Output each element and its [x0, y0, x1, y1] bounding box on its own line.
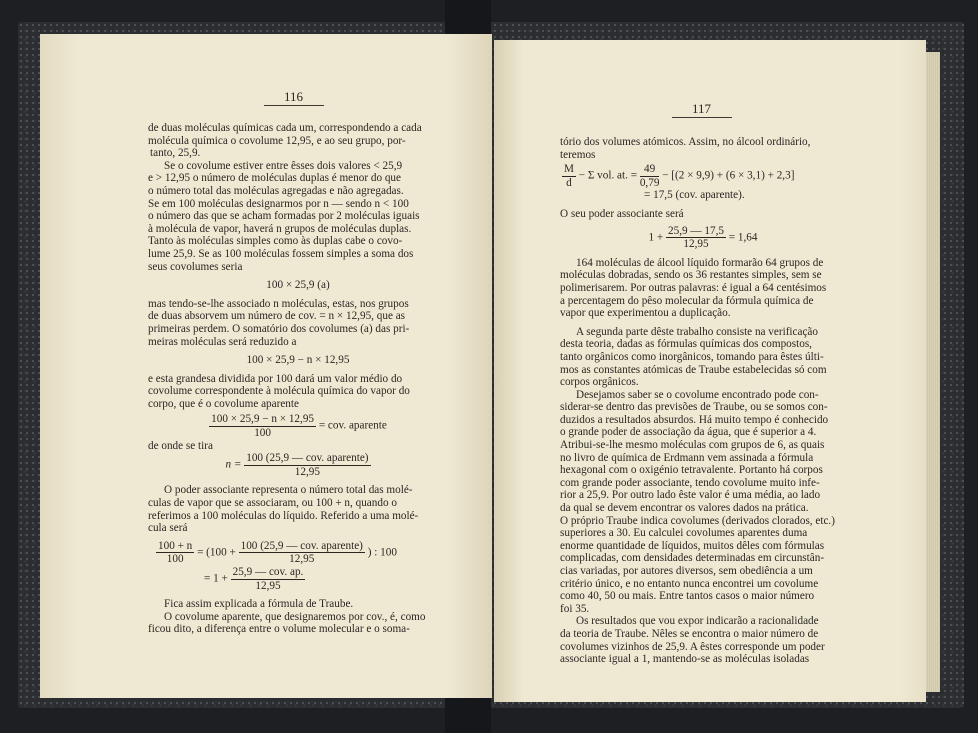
text-line: primeiras perdem. O somatório dos covolumes (a) das pri-: [148, 322, 410, 335]
equation-fraction: [560, 163, 846, 189]
fraction-numerator: 100 (25,9 — cov. aparente): [240, 539, 363, 552]
text-line: 164 moléculas de álcool líquido formarão 64 grupos de: [576, 256, 824, 269]
fraction-denominator: 12,95: [294, 465, 320, 478]
equation: 100 × 25,9 − n × 12,95: [246, 354, 350, 367]
text-line: cula será: [148, 522, 188, 535]
fraction-denominator: 12,95: [683, 238, 709, 251]
text-line: seus covolumes seria: [148, 260, 243, 273]
page-edges: [926, 52, 940, 692]
text-line: Se em 100 moléculas designarmos por n — sendo n < 100: [148, 197, 409, 210]
equation-part: ) : 100: [367, 546, 397, 559]
equation-fraction: [148, 452, 448, 478]
text-line: O covolume aparente, que designaremos por cov., é, como: [164, 610, 426, 623]
text-line: com grande poder associante, tendo covolume muito infe-: [560, 476, 820, 489]
right-text-block: [560, 136, 846, 666]
text-line: molécula química o covolume 12,95, e ao seu grupo, por-: [148, 134, 406, 147]
equation: 100 × 25,9 (a): [266, 279, 330, 292]
equation: = 17,5 (cov. aparente).: [644, 189, 745, 202]
text-line: Se o covolume estiver entre êsses dois valores < 25,9: [164, 159, 403, 172]
text-line: corpo, que é o covolume aparente: [148, 397, 299, 410]
text-line: à molécula de vapor, haverá n grupos de moléculas duplas.: [148, 222, 412, 235]
fraction-denominator: 100: [254, 427, 271, 440]
text-line: de duas moléculas químicas cada um, correspondendo a cada: [148, 122, 422, 134]
fraction-numerator: 100 + n: [158, 539, 193, 552]
text-line: polimerisarem. Por outras palavras: é igual a 64 centésimos: [560, 281, 827, 294]
left-page: [40, 34, 492, 698]
text-line: da qual se devem encontrar os valores dados na prática.: [560, 502, 809, 515]
equation-fraction: [148, 413, 448, 439]
equation-fraction: [148, 540, 448, 566]
text-line: desta teoria, dadas as fórmulas químicas dos compostos,: [560, 338, 812, 351]
text-line: o grande poder de associação da água, que é superior a 4.: [560, 426, 817, 439]
text-line: covolumes vizinhos de 25,9. A êstes corresponde um poder: [560, 640, 825, 653]
text-line: superiores a 30. Eu calculei covolumes aparentes duma: [560, 527, 808, 540]
text-line: critério único, e no entanto nunca encontrei um covolume: [560, 577, 819, 590]
equation-part: = 1,64: [728, 231, 758, 244]
text-line: o número total das moléculas agregadas e não agregadas.: [148, 184, 404, 197]
text-line: enorme quantidade de líquidos, muitos dêles com fórmulas: [560, 539, 825, 552]
text-line: A segunda parte dêste trabalho consiste na verificação: [576, 325, 818, 338]
text-line: vapor que experimentou a duplicação.: [560, 307, 731, 320]
fraction-numerator: 25,9 — cov. ap.: [232, 566, 304, 578]
text-line: ficou dito, a diferença entre o volume molecular e o soma-: [148, 623, 410, 636]
text-line: culas de vapor que se associaram, ou 100 + n, quando o: [148, 497, 397, 510]
text-line: tanto orgânicos como inorgânicos, tomando para êstes últi-: [560, 350, 824, 363]
text-line: referimos a 100 moléculas do líquido. Referido a uma molé-: [148, 509, 419, 522]
page-number: 116: [284, 89, 304, 104]
equation-part: − [(2 × 9,9) + (6 × 3,1) + 2,3]: [662, 169, 795, 182]
text-line: e > 12,95 o número de moléculas duplas é menor do que: [148, 172, 401, 185]
text-line: rior a 25,9. Por outro lado êste valor é uma média, ao lado: [560, 489, 821, 502]
equation-part: − Σ vol. at. =: [578, 169, 638, 182]
text-line: Atribui-se-lhe mesmo moléculas com grupos de 6, as quais: [560, 439, 825, 452]
text-line: Os resultados que vou expor indicarão a racionalidade: [576, 615, 819, 628]
text-line: mas tendo-se-lhe associado n moléculas, estas, nos grupos: [148, 297, 409, 310]
text-line: de duas absorvem um número de cov. = n × 12,95, que as: [148, 310, 406, 323]
fraction-numerator: M: [564, 163, 574, 176]
fraction-denominator: d: [566, 176, 572, 189]
equation-rhs: = cov. aparente: [318, 420, 387, 433]
equation-lhs: n =: [225, 458, 242, 471]
text-line: o número das que se acham formadas por 2 moléculas iguais: [148, 210, 420, 223]
text-line: corpos orgânicos.: [560, 376, 639, 389]
fraction-numerator: 100 × 25,9 − n × 12,95: [211, 413, 315, 426]
fraction-denominator: 12,95: [289, 553, 315, 566]
text-line: como 40, 50 ou mais. Entre tantos casos o maior número: [560, 590, 815, 603]
text-line: siderar-se dentro das previsões de Traube, ou se somos con-: [560, 401, 828, 414]
text-line: hexagonal com o oxigénio tetravalente. Portanto há corpos: [560, 464, 823, 477]
page-number: 117: [692, 101, 712, 116]
left-text-block: [148, 122, 448, 636]
equation-part: 1 +: [648, 231, 664, 244]
text-line: Tanto às moléculas simples como às duplas cabe o covo-: [148, 235, 403, 248]
text-line: moléculas dobradas, sendo os 36 restantes simples, sem se: [560, 269, 822, 282]
header-rule: [672, 117, 732, 118]
text-line: duzidos a resultados absurdos. Há muito tempo é conhecido: [560, 413, 829, 426]
equation-fraction: [148, 566, 448, 592]
fraction-numerator: 49: [640, 163, 660, 177]
fraction-denominator: 12,95: [255, 579, 281, 592]
text-line: lume 25,9. Se as 100 moléculas fossem simples a soma dos: [148, 247, 414, 260]
text-line: cias variadas, por autores diversos, sem obediência a um: [560, 565, 813, 577]
text-line: meiras moléculas será reduzido a: [148, 335, 297, 348]
fraction-denominator: 100: [166, 553, 184, 566]
fraction-denominator: 0,79: [639, 176, 660, 189]
text-line: O seu poder associante será: [560, 207, 684, 220]
text-line: no livro de química de Erdmann vem assinada a fórmula: [560, 451, 814, 464]
text-line: O poder associante representa o número total das molé-: [164, 484, 413, 497]
equation-fraction: [560, 225, 846, 251]
text-line: a percentagem do pêso molecular da fórmula química de: [560, 294, 814, 307]
text-line: Desejamos saber se o covolume encontrado pode con-: [576, 388, 819, 401]
text-line: O próprio Traube indica covolumes (derivados clorados, etc.): [560, 514, 835, 527]
text-line: foi 35.: [560, 602, 590, 615]
right-page: [494, 40, 926, 702]
text-line: associante igual a 1, mantendo-se as moléculas isoladas: [560, 653, 810, 666]
text-line: covolume correspondente à molécula química do vapor do: [148, 385, 410, 398]
text-line: tanto, 25,9.: [150, 147, 201, 160]
fraction-numerator: 25,9 — 17,5: [668, 224, 724, 237]
equation-part: = (100 +: [197, 546, 236, 559]
equation-part: = 1 +: [204, 572, 228, 585]
text-line: de onde se tira: [148, 439, 213, 452]
header-rule: [264, 105, 324, 106]
text-line: e esta grandesa dividida por 100 dará um valor médio do: [148, 372, 403, 385]
text-line: mos as constantes atómicas de Traube estabelecidas só com: [560, 363, 827, 376]
text-line: Fica assim explicada a fórmula de Traube.: [164, 598, 354, 611]
fraction-numerator: 100 (25,9 — cov. aparente): [246, 452, 369, 465]
text-line: da teoria de Traube. Nêles se encontra o maior número de: [560, 627, 819, 640]
text-line: complicadas, com densidades determinadas em circunstân-: [560, 552, 825, 565]
text-line: teremos: [560, 148, 596, 161]
text-line: tório dos volumes atómicos. Assim, no álcool ordinário,: [560, 136, 811, 148]
